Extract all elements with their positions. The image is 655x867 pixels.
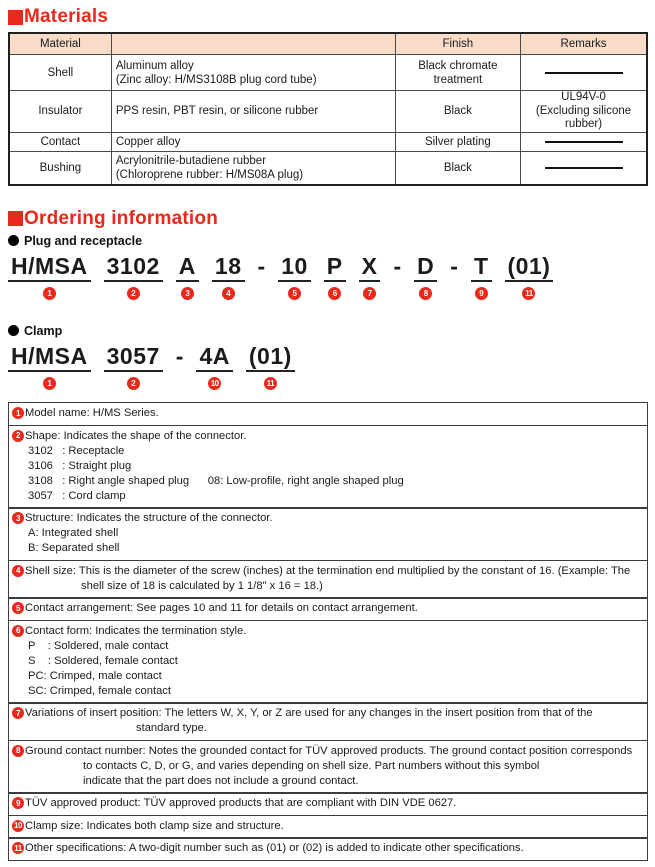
segment-text: 3102 [104,254,163,282]
bullet-icon [8,235,19,246]
material-desc [111,91,395,133]
bullet-label-text: Clamp [24,323,63,338]
note-item-8 [8,740,648,794]
part-segment [104,344,163,390]
segment-text: D [414,254,437,282]
note-text: shell size of 18 is calculated by 1 1/8" x 16 = 18.) [81,579,323,592]
note-item-3 [8,507,648,561]
note-line [12,706,642,721]
part-separator-dash: - [393,252,402,279]
note-item-10 [8,815,648,839]
segment-number-badge: 7 [363,287,376,300]
note-line [12,624,642,639]
note-text: Variations of insert position: The letters W, X, Y, or Z are used for any changes in the insert position from that of the [25,707,593,719]
desc-line: Acrylonitrile-butadiene rubber [115,154,267,167]
note-text: 3057 : Cord clamp [28,489,126,502]
desc-line: (Chloroprene rubber: H/MS08A plug) [115,168,304,181]
note-text: PC: Crimped, male contact [28,669,162,682]
material-remarks [521,55,647,91]
materials-table [8,32,648,186]
segment-number-badge: 11 [522,287,535,300]
segment-number-badge: 8 [419,287,432,300]
note-line [12,406,642,421]
note-text: Ground contact number: Notes the grounded contact for TÜV approved products. The ground contact position corresponds [25,744,633,757]
note-item-6 [8,620,648,704]
segment-text: A [176,254,199,282]
col-header-remarks: Remarks [521,33,647,55]
note-line [12,564,642,579]
segment-number-badge: 6 [328,287,341,300]
plug-receptacle-label [8,234,648,248]
plug-part-number [8,254,648,300]
note-text: Shell size: This is the diameter of the screw (inches) at the termination end multiplied by the constant of 16. (Example: The [25,564,631,577]
part-segment [324,254,346,300]
note-number-badge: 5 [12,602,24,614]
segment-text: 3057 [104,344,163,372]
note-item-5 [8,597,648,621]
material-name: Insulator [9,91,111,133]
segment-text: T [471,254,492,282]
note-line [12,841,642,856]
part-segment [104,254,163,300]
note-number-badge: 2 [12,430,24,442]
red-square-icon [8,211,23,226]
section-title-text: Ordering information [24,207,218,229]
table-header-row [9,33,647,55]
note-text: Contact form: Indicates the termination style. [25,624,247,637]
note-item-4 [8,560,648,599]
segment-number-badge: 1 [43,377,56,390]
material-finish: Black [395,91,520,133]
segment-text: 18 [212,254,245,282]
note-text: indicate that the part does not include a ground contact. [83,774,359,787]
segment-number-badge: 2 [127,287,140,300]
note-line [12,796,642,811]
material-name: Contact [9,132,111,151]
segment-number-badge: 3 [181,287,194,300]
note-text: S : Soldered, female contact [28,654,178,667]
segment-number-badge: 11 [264,377,277,390]
col-header-material: Material [9,33,111,55]
dash-line [545,167,623,169]
dash-line [545,141,623,143]
note-number-badge: 11 [12,842,24,854]
material-remarks [521,151,647,185]
table-row [9,91,647,133]
col-header-finish: Finish [395,33,520,55]
note-text: SC: Crimped, female contact [28,684,172,697]
material-finish: Black [395,151,520,185]
segment-text: H/MSA [8,254,91,282]
material-name: Bushing [9,151,111,185]
note-item-2 [8,425,648,509]
segment-number-badge: 9 [475,287,488,300]
material-desc [111,55,395,91]
segment-number-badge: 5 [288,287,301,300]
material-finish: Silver plating [395,132,520,151]
segment-text: 10 [278,254,311,282]
part-segment [471,254,492,300]
part-separator-dash: - [175,342,184,369]
note-number-badge: 10 [12,820,24,832]
bullet-icon [8,325,19,336]
desc-line: (Zinc alloy: H/MS3108B plug cord tube) [115,73,317,86]
note-item-11 [8,837,648,861]
col-header-spec [111,33,395,55]
note-line [12,429,642,444]
desc-line: PPS resin, PBT resin, or silicone rubber [115,105,319,118]
note-item-9 [8,792,648,816]
part-segment [278,254,311,300]
note-line [12,511,642,526]
segment-text: P [324,254,346,282]
segment-text: X [359,254,381,282]
note-number-badge: 1 [12,407,24,419]
table-row [9,151,647,185]
note-number-badge: 3 [12,512,24,524]
dash-line [545,72,623,74]
note-number-badge: 7 [12,707,24,719]
segment-text: H/MSA [8,344,91,372]
note-item-1 [8,402,648,426]
ordering-notes-list [8,402,648,861]
note-text: B: Separated shell [28,542,120,554]
desc-line: Aluminum alloy [115,59,194,72]
note-text: TÜV approved product: TÜV approved products that are compliant with DIN VDE 0627. [25,797,457,809]
desc-line: Copper alloy [115,135,181,148]
note-text: Clamp size: Indicates both clamp size and structure. [25,819,284,832]
material-remarks [521,132,647,151]
part-segment [414,254,437,300]
segment-text: 4A [196,344,232,372]
note-text: Other specifications: A two-digit number such as (01) or (02) is added to indicate other specifications. [25,842,524,854]
part-separator-dash: - [450,252,458,279]
table-row [9,55,647,91]
note-text: Structure: Indicates the structure of the connector. [25,512,273,524]
part-segment [176,254,199,300]
part-segment [246,344,295,390]
note-text: Model name: H/MS Series. [25,407,159,419]
note-line [12,744,642,759]
material-desc [111,132,395,151]
segment-number-badge: 4 [222,287,235,300]
part-segment [505,254,554,300]
note-line [12,601,642,616]
red-square-icon [8,10,23,25]
segment-number-badge: 10 [208,377,221,390]
clamp-part-number [8,344,648,390]
ordering-section-title [8,208,648,230]
part-separator-dash: - [257,252,266,279]
note-text: Shape: Indicates the shape of the connector. [25,429,247,442]
section-title-text: Materials [24,6,109,27]
table-row [9,132,647,151]
note-item-7 [8,702,648,741]
note-text: P : Soldered, male contact [28,639,169,652]
material-desc [111,151,395,185]
segment-text: (01) [246,344,295,372]
note-text: 3108 : Right angle shaped plug 08: Low-profile, right angle shaped plug [28,474,404,487]
segment-number-badge: 1 [43,287,56,300]
part-segment [359,254,381,300]
note-line [12,819,642,834]
materials-section-title [8,6,648,28]
material-remarks [521,91,647,133]
part-segment [8,254,91,300]
note-number-badge: 4 [12,565,24,577]
remarks-line: UL94V-0 [561,91,606,103]
note-text: Contact arrangement: See pages 10 and 11 for details on contact arrangement. [25,602,418,614]
remarks-line: (Excluding silicone rubber) [535,104,632,130]
part-segment [212,254,245,300]
note-text: standard type. [136,722,207,734]
bullet-label-text: Plug and receptacle [24,233,143,248]
note-number-badge: 8 [12,745,24,757]
note-text: to contacts C, D, or G, and varies depending on shell size. Part numbers without this symbol [83,759,540,772]
segment-text: (01) [505,254,554,282]
note-number-badge: 6 [12,625,24,637]
part-segment [196,344,232,390]
segment-number-badge: 2 [127,377,140,390]
note-number-badge: 9 [12,797,24,809]
part-segment [8,344,91,390]
clamp-label [8,324,648,338]
note-text: 3106 : Straight plug [28,459,132,472]
note-text: 3102 : Receptacle [28,444,125,457]
material-name: Shell [9,55,111,91]
material-finish: Black chromate treatment [395,55,520,91]
note-text: A: Integrated shell [28,527,119,539]
